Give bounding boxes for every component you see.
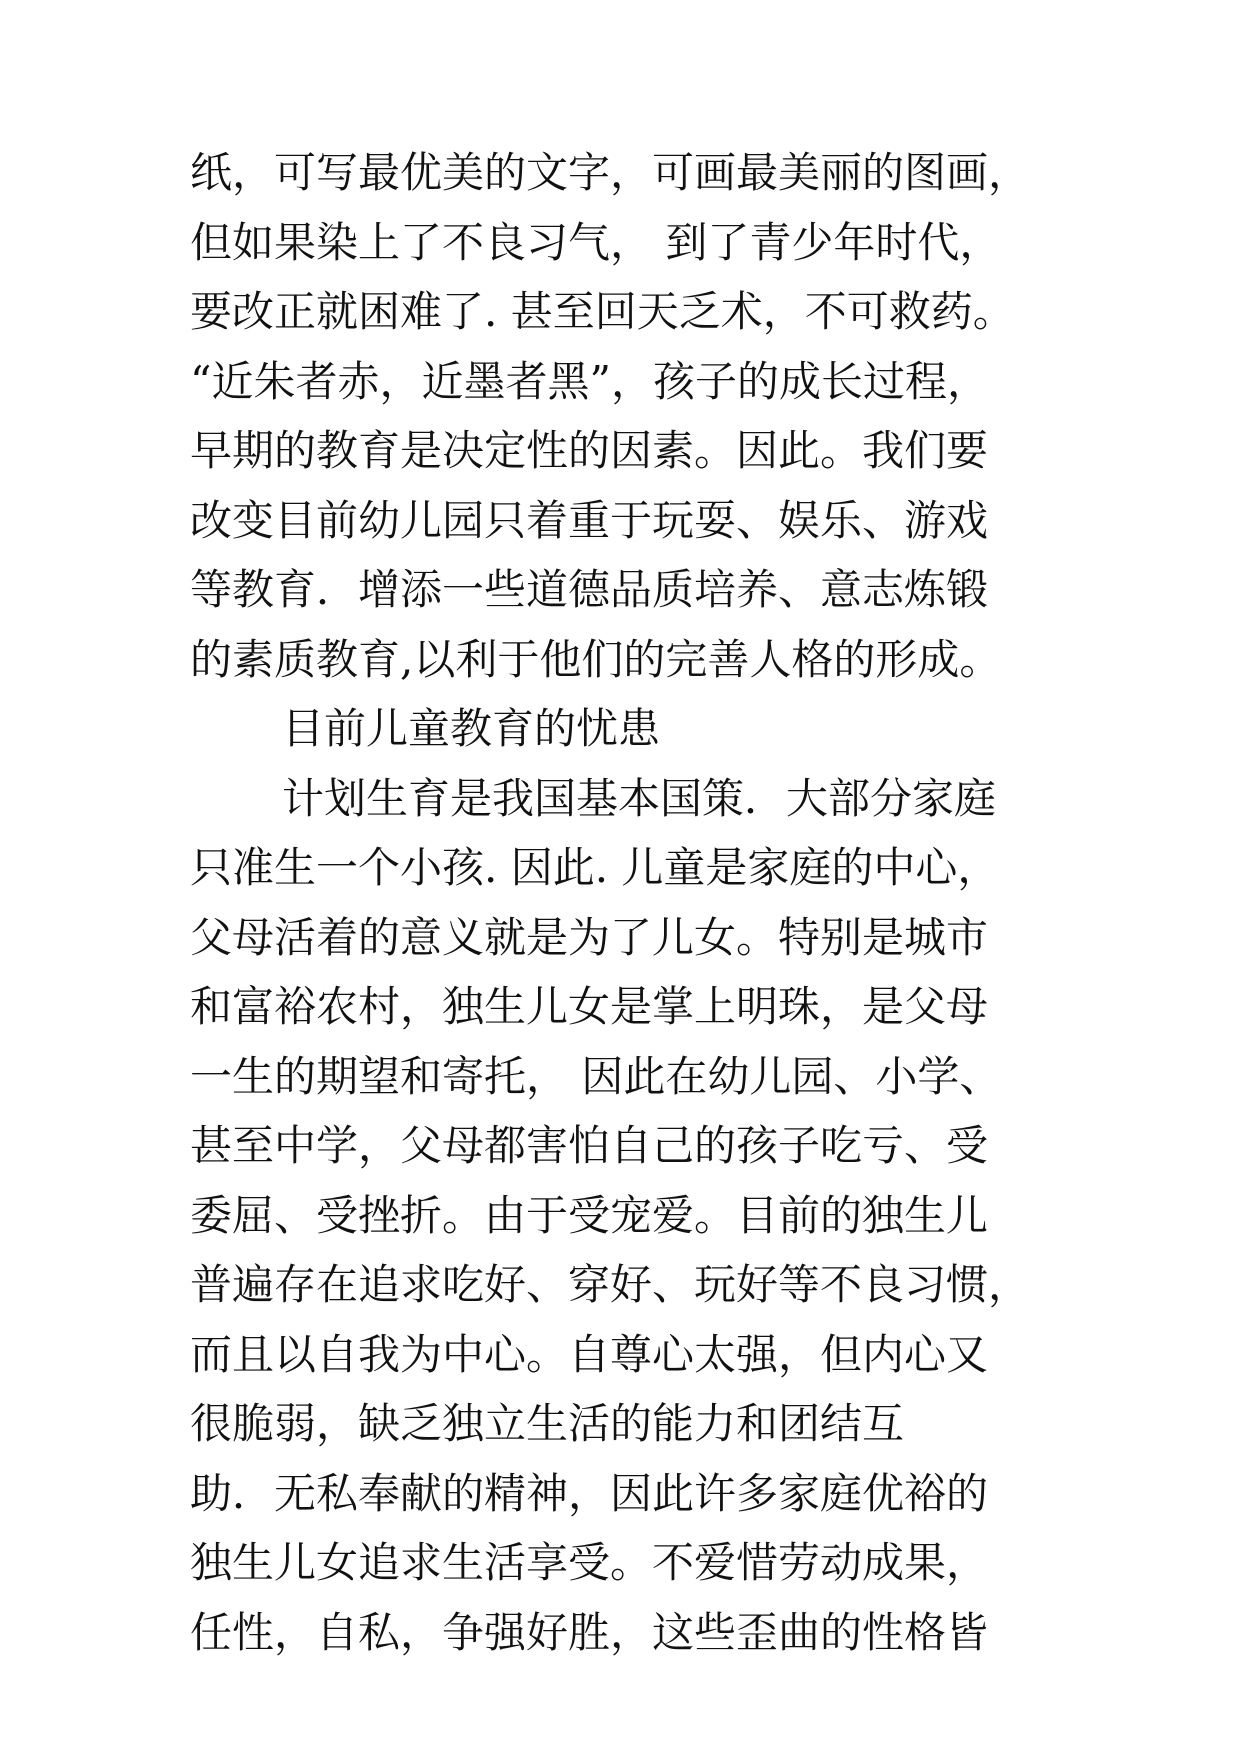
paragraph-first-line: 计划生育是我国基本国策．大部分家庭 bbox=[282, 773, 997, 823]
text-line: 只准生一个小孩. 因此. 儿童是家庭的中心， bbox=[190, 843, 1000, 892]
body-text bbox=[190, 138, 1090, 1667]
text-line: 和富裕农村，独生儿女是掌上明珠，是父母 bbox=[190, 982, 989, 1031]
text-line: 委屈、受挫折。由于受宠爱。目前的独生儿 bbox=[190, 1190, 989, 1240]
text-line: 要改正就困难了. 甚至回天乏术，不可救药。 bbox=[190, 287, 1015, 336]
section-heading: 目前儿童教育的忧患 bbox=[282, 704, 661, 753]
text-line: 很脆弱，缺乏独立生活的能力和团结互 bbox=[190, 1399, 905, 1448]
text-line: 的素质教育,以利于他们的完善人格的形成。 bbox=[190, 634, 1002, 684]
text-line: 父母活着的意义就是为了儿女。特别是城市 bbox=[190, 912, 989, 962]
text-line: 独生儿女追求生活享受。不爱惜劳动成果， bbox=[190, 1538, 989, 1587]
text-line: 但如果染上了不良习气， 到了青少年时代， bbox=[190, 217, 1002, 267]
text-line: 甚至中学，父母都害怕自己的孩子吃亏、受 bbox=[190, 1121, 989, 1170]
text-line: 而且以自我为中心。自尊心太强，但内心又 bbox=[190, 1329, 989, 1379]
text-line: 纸，可写最优美的文字，可画最美丽的图画， bbox=[190, 148, 1031, 197]
text-line: “近朱者赤，近墨者黑”，孩子的成长过程， bbox=[190, 356, 989, 406]
text-line: 早期的教育是决定性的因素。因此。我们要 bbox=[190, 426, 989, 475]
text-line: 一生的期望和寄托， 因此在幼儿园、小学、 bbox=[190, 1051, 1002, 1101]
text-line: 改变目前幼儿园只着重于玩耍、娱乐、游戏 bbox=[190, 495, 989, 545]
text-line: 等教育．增添一些道德品质培养、意志炼锻 bbox=[190, 565, 989, 614]
text-line: 普遍存在追求吃好、穿好、玩好等不良习惯， bbox=[190, 1260, 1031, 1309]
text-line: 助．无私奉献的精神，因此许多家庭优裕的 bbox=[190, 1468, 989, 1518]
text-line: 任性，自私，争强好胜，这些歪曲的性格皆 bbox=[190, 1607, 989, 1657]
